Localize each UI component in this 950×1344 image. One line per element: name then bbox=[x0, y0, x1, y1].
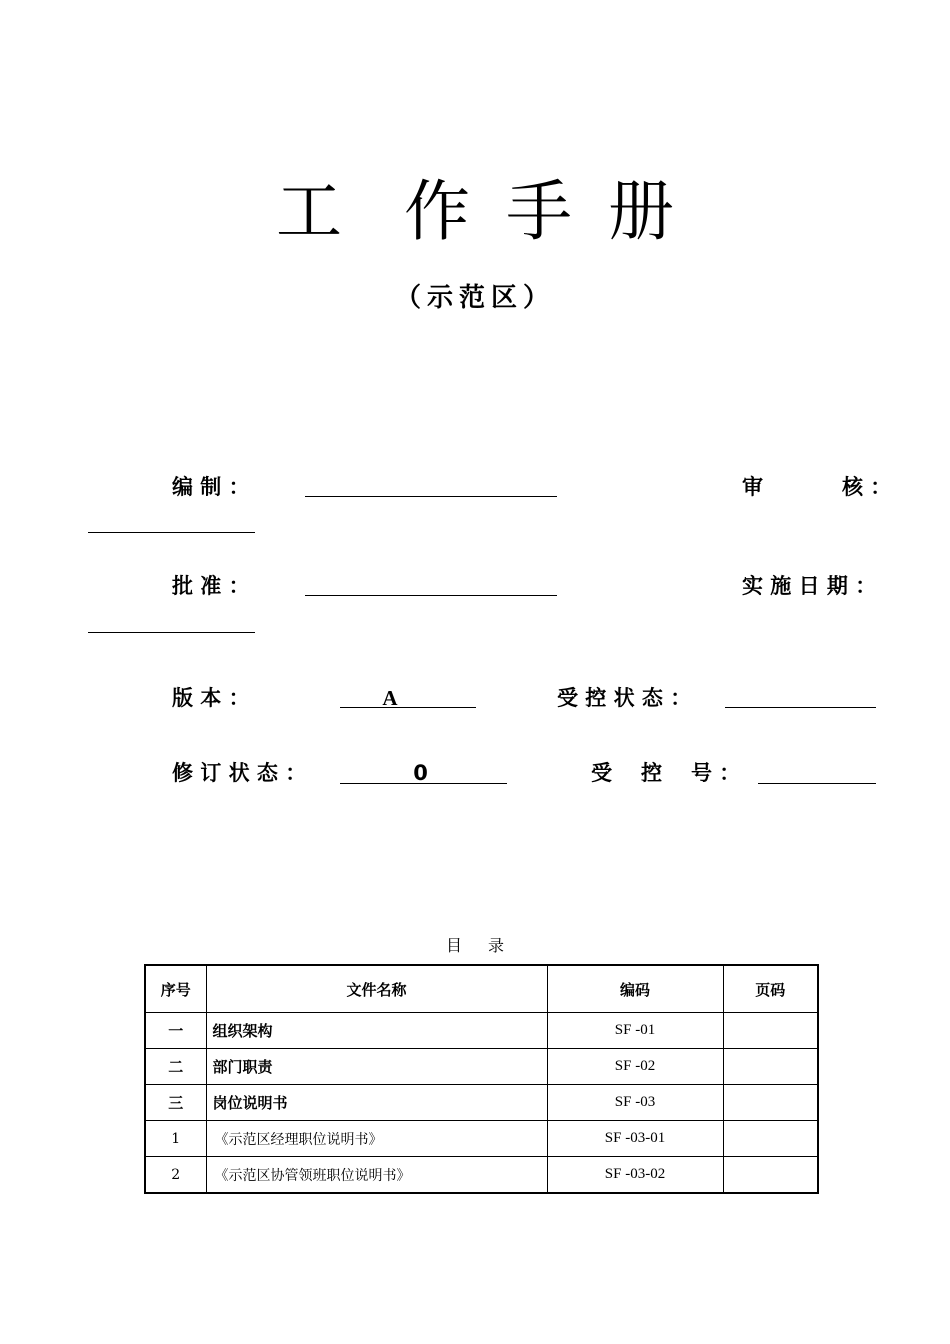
control-number-label-1: 受 bbox=[591, 761, 612, 785]
row-file-name: 组织架构 bbox=[206, 1013, 547, 1049]
document-title bbox=[0, 172, 950, 252]
implementation-date-field bbox=[88, 632, 255, 633]
table-row bbox=[145, 1121, 818, 1157]
revision-status-value: 0 bbox=[413, 761, 428, 785]
header-index: 序号 bbox=[145, 965, 206, 1013]
row-file-name: 部门职责 bbox=[206, 1049, 547, 1085]
row-page bbox=[723, 1121, 818, 1157]
row-index: 1 bbox=[145, 1121, 206, 1157]
row-index: 三 bbox=[145, 1085, 206, 1121]
title-char: 工 bbox=[276, 173, 342, 250]
header-code: 编码 bbox=[547, 965, 723, 1013]
row-file-name: 《示范区协管领班职位说明书》 bbox=[206, 1157, 547, 1194]
table-row bbox=[145, 1013, 818, 1049]
row-page bbox=[723, 1049, 818, 1085]
title-char: 作 bbox=[404, 173, 470, 250]
approved-by-label: 批 准 ： bbox=[172, 574, 250, 598]
implementation-date-label: 实 施 日 期 ： bbox=[742, 574, 877, 598]
toc-table bbox=[144, 964, 819, 1194]
review-label-2: 核 ： bbox=[842, 475, 892, 499]
reviewer-field bbox=[88, 532, 255, 533]
row-page bbox=[723, 1013, 818, 1049]
row-page bbox=[723, 1085, 818, 1121]
title-char: 册 bbox=[608, 173, 674, 250]
row-code: SF -03 bbox=[547, 1085, 723, 1121]
row-index: 一 bbox=[145, 1013, 206, 1049]
row-page bbox=[723, 1157, 818, 1194]
compiled-by-field bbox=[305, 496, 557, 497]
document-subtitle: （示范区） bbox=[394, 283, 555, 313]
row-index: 二 bbox=[145, 1049, 206, 1085]
table-row bbox=[145, 1157, 818, 1194]
approved-by-field bbox=[305, 595, 557, 596]
revision-status-label: 修 订 状 态 ： bbox=[172, 761, 307, 785]
version-field-line bbox=[340, 707, 476, 708]
row-code: SF -02 bbox=[547, 1049, 723, 1085]
row-code: SF -03-01 bbox=[547, 1121, 723, 1157]
row-index: 2 bbox=[145, 1157, 206, 1194]
toc-title: 目录 bbox=[445, 936, 530, 955]
row-file-name: 《示范区经理职位说明书》 bbox=[206, 1121, 547, 1157]
revision-field-line bbox=[340, 783, 507, 784]
header-page: 页码 bbox=[723, 965, 818, 1013]
header-file-name: 文件名称 bbox=[206, 965, 547, 1013]
control-number-field bbox=[758, 783, 876, 784]
control-status-field bbox=[725, 707, 876, 708]
table-row bbox=[145, 1085, 818, 1121]
review-label-1: 审 bbox=[742, 475, 763, 499]
row-code: SF -03-02 bbox=[547, 1157, 723, 1194]
version-label: 版 本 ： bbox=[172, 686, 250, 710]
compiled-by-label: 编 制 ： bbox=[172, 475, 250, 499]
control-number-label-2: 控 bbox=[641, 761, 662, 785]
table-row bbox=[145, 1049, 818, 1085]
control-number-label-3: 号 ： bbox=[691, 761, 741, 785]
row-file-name: 岗位说明书 bbox=[206, 1085, 547, 1121]
control-status-label: 受 控 状 态 ： bbox=[557, 686, 692, 710]
version-value: A bbox=[382, 686, 398, 710]
row-code: SF -01 bbox=[547, 1013, 723, 1049]
toc-header-row bbox=[145, 965, 818, 1013]
title-char: 手 bbox=[506, 173, 572, 250]
